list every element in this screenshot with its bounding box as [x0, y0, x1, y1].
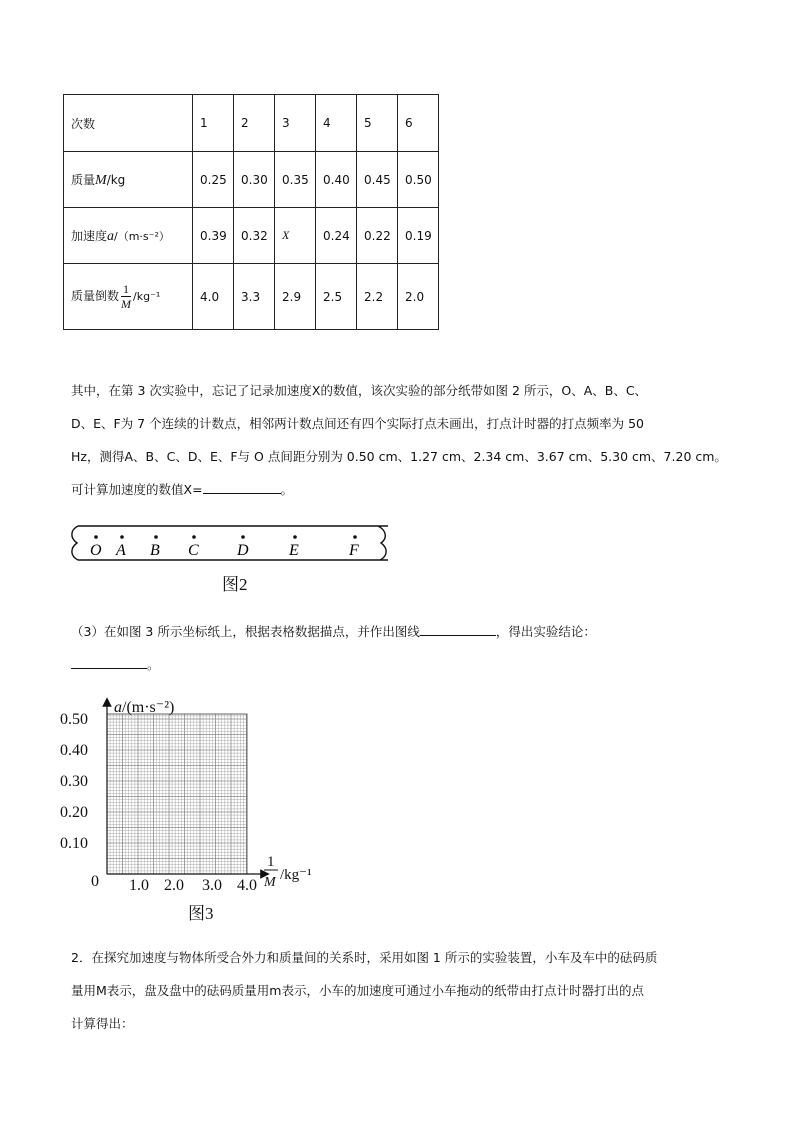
- table-cell: 0.25: [193, 152, 234, 208]
- paragraph-line: Hz，测得A、B、C、D、E、F与 O 点间距分别为 0.50 cm、1.27 cm、2.34 cm、3.67 cm、5.30 cm、7.20 cm。: [71, 449, 727, 464]
- table-cell: 2.2: [357, 264, 398, 330]
- table-cell: 0.39: [193, 208, 234, 264]
- tape-dot: [94, 535, 98, 539]
- paragraph-line: 其中，在第 3 次实验中，忘记了记录加速度X的数值，该次实验的部分纸带如图 2 所示，O、A、B、C、: [71, 383, 648, 398]
- graph-figure: [60, 690, 330, 925]
- table-cell: 0.22: [357, 208, 398, 264]
- tape-dot: [120, 535, 124, 539]
- tape-dot: [241, 535, 245, 539]
- tape-point-label: B: [150, 542, 160, 559]
- answer-blank-x[interactable]: [203, 481, 281, 494]
- table-cell: 0.30: [234, 152, 275, 208]
- tape-point-label: O: [90, 542, 102, 559]
- table-cell: 6: [398, 95, 439, 152]
- y-tick-label: 0.50: [60, 711, 88, 728]
- y-tick-label: 0.30: [60, 773, 88, 790]
- grid-border: [107, 714, 247, 874]
- x-axis-label-numerator: 1: [267, 854, 275, 870]
- row-label: 质量M/kg: [64, 152, 193, 208]
- x-tick-label: 2.0: [164, 877, 184, 894]
- figure2-caption: 图2: [222, 575, 248, 594]
- table-cell: 4: [316, 95, 357, 152]
- paragraph-line: 可计算加速度的数值X=: [71, 482, 203, 497]
- y-tick-label: 0.40: [60, 742, 88, 759]
- table-cell: X: [275, 208, 316, 264]
- x-tick-label: 4.0: [237, 877, 257, 894]
- table-cell: 1: [193, 95, 234, 152]
- paragraph-line: 2．在探究加速度与物体所受合外力和质量间的关系时，采用如图 1 所示的实验装置，小车及车中的砝码质: [71, 950, 658, 965]
- origin-label: 0: [91, 873, 99, 890]
- tape-dot: [293, 535, 297, 539]
- tape-dot: [154, 535, 158, 539]
- tape-dot: [353, 535, 357, 539]
- paragraph-line: 计算得出：: [71, 1016, 134, 1031]
- tape-point-label: C: [188, 542, 199, 559]
- fraction: $\frac{1}{M}$: [121, 282, 132, 311]
- data-table: [63, 94, 439, 330]
- x-tick-label: 1.0: [129, 877, 149, 894]
- row-label: 加速度a/（m·s⁻²）: [64, 208, 193, 264]
- table-cell: 0.24: [316, 208, 357, 264]
- tape-right-tear: [378, 526, 386, 560]
- tape-point-label: D: [237, 542, 249, 559]
- tape-point-label: F: [349, 542, 359, 559]
- table-cell: 3.3: [234, 264, 275, 330]
- table-cell: 2: [234, 95, 275, 152]
- tape-dot: [192, 535, 196, 539]
- figure3-caption: 图3: [188, 904, 214, 923]
- table-cell: 0.35: [275, 152, 316, 208]
- table-row: [64, 152, 439, 208]
- table-cell: 0.19: [398, 208, 439, 264]
- table-row: [64, 208, 439, 264]
- tape-left-tear: [72, 526, 78, 560]
- y-tick-label: 0.20: [60, 804, 88, 821]
- table-cell: 4.0: [193, 264, 234, 330]
- tape-point-label: E: [289, 542, 299, 559]
- table-cell: 3: [275, 95, 316, 152]
- table-row: [64, 264, 439, 330]
- row-label: 次数: [64, 95, 193, 152]
- question-3: （3）在如图 3 所示坐标纸上，根据表格数据描点，并作出图线 ，得出实验结论： 。: [71, 624, 596, 672]
- table-cell: 2.9: [275, 264, 316, 330]
- paper-tape-figure: [70, 520, 396, 566]
- table-cell: 0.32: [234, 208, 275, 264]
- table-row: [64, 95, 439, 152]
- tape-point-label: A: [116, 542, 126, 559]
- row-label: 质量倒数 $\frac{1}{M}$ /kg⁻¹: [64, 264, 193, 330]
- table-cell: 2.5: [316, 264, 357, 330]
- y-axis-label: a/(m·s⁻²): [114, 699, 175, 716]
- table-cell: 5: [357, 95, 398, 152]
- table-cell: 2.0: [398, 264, 439, 330]
- x-axis-label-unit: /kg⁻¹: [280, 867, 312, 883]
- table-cell: 0.50: [398, 152, 439, 208]
- answer-blank-graph[interactable]: [420, 623, 496, 636]
- table-cell: 0.45: [357, 152, 398, 208]
- question-text: （3）在如图 3 所示坐标纸上，根据表格数据描点，并作出图线: [71, 624, 420, 639]
- paragraph-line: 量用M表示，盘及盘中的砝码质量用m表示，小车的加速度可通过小车拖动的纸带由打点计时器打出的点: [71, 983, 644, 998]
- y-tick-label: 0.10: [60, 835, 88, 852]
- paragraph-line: D、E、F为 7 个连续的计数点，相邻两计数点间还有四个实际打点未画出，打点计时器的打点频率为 50: [71, 416, 644, 431]
- x-axis-label-denominator: M: [264, 875, 276, 890]
- graph-grid: [107, 714, 247, 874]
- table-cell: 0.40: [316, 152, 357, 208]
- x-tick-label: 3.0: [202, 877, 222, 894]
- paragraph-experiment: 其中，在第 3 次实验中，忘记了记录加速度X的数值，该次实验的部分纸带如图 2 所示，O、A、B、C、 D、E、F为 7 个连续的计数点，相邻两计数点间还有四个实际打点未画出，打点计时器的打点频率为 50 Hz，测得A、B、C、D、E、F与 O 点间距分别为 0.50 cm、1.27 cm、2.34 cm、3.67 cm、5.30 cm、7.20 cm。 可计算加速度的数值X= 。: [71, 383, 727, 497]
- problem-2: [71, 941, 751, 1040]
- answer-blank-conclusion[interactable]: [71, 656, 147, 669]
